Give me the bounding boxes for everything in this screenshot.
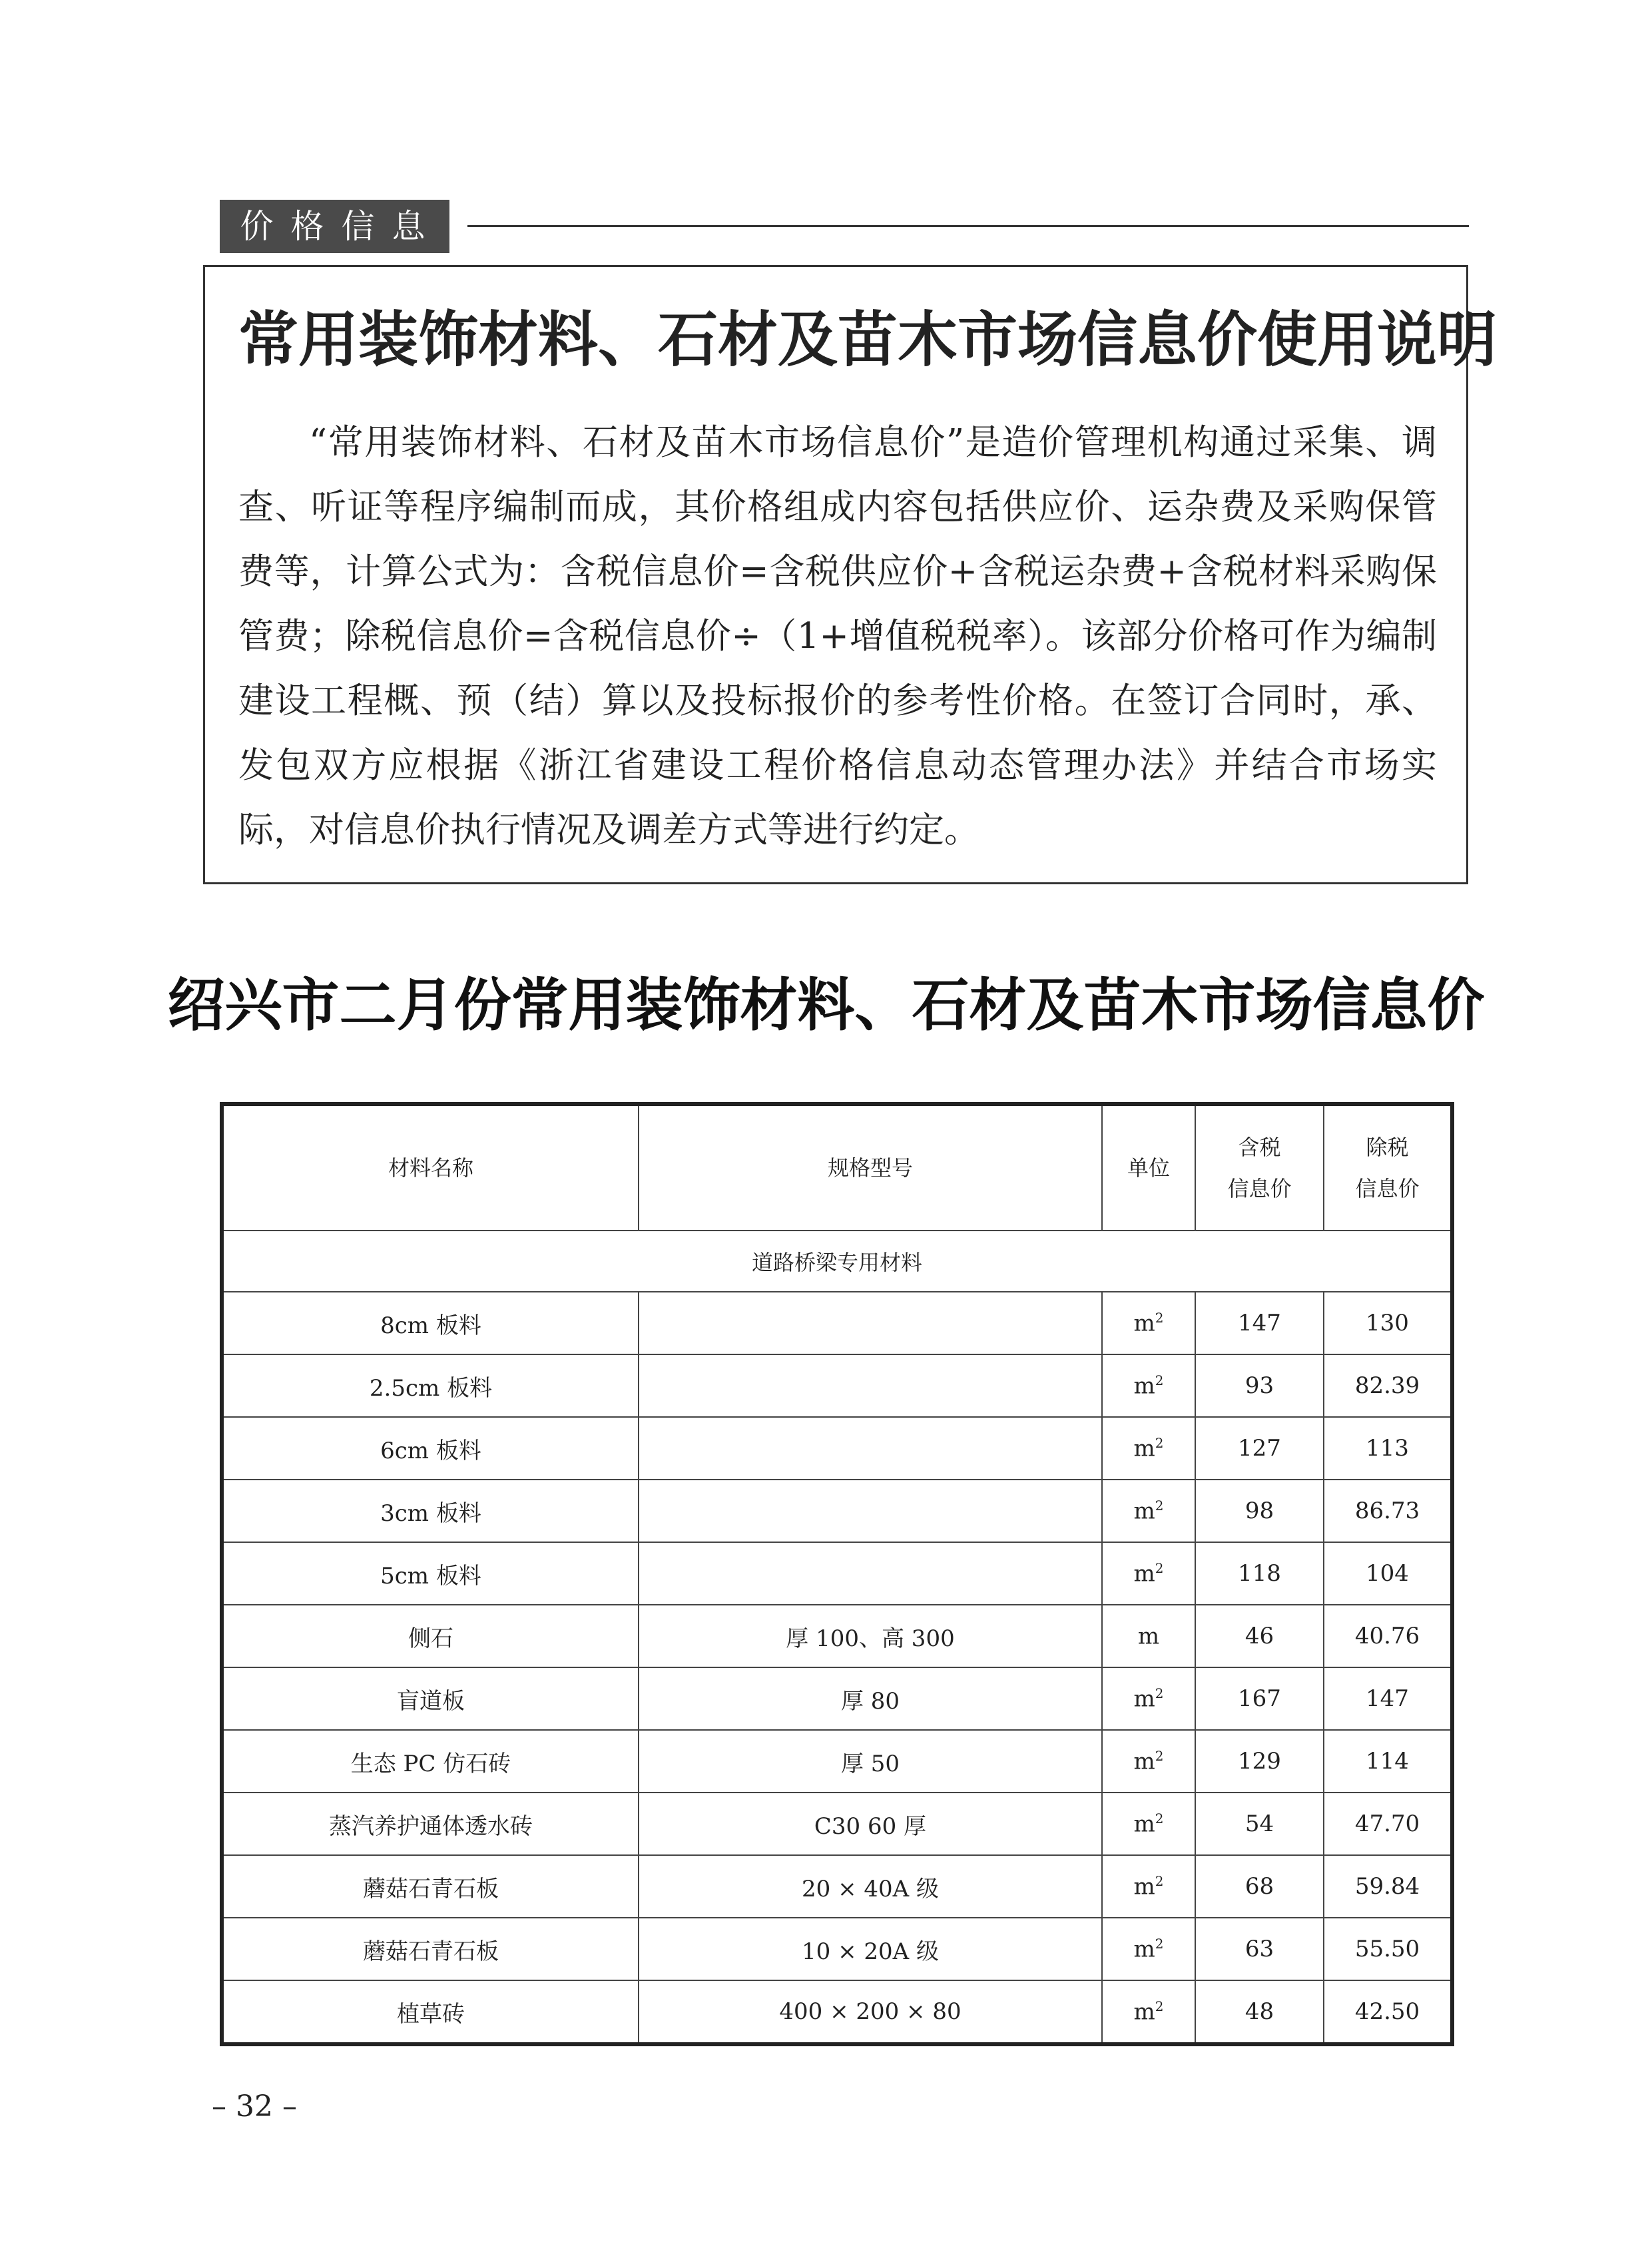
spec-cell (639, 1480, 1102, 1542)
net-price-cell: 55.50 (1324, 1918, 1452, 1980)
tax-price-cell: 118 (1195, 1542, 1324, 1605)
unit-superscript: 2 (1155, 1559, 1164, 1576)
tax-price-cell: 98 (1195, 1480, 1324, 1542)
spec-cell: 厚 100、高 300 (639, 1605, 1102, 1667)
unit-cell (1102, 1605, 1195, 1667)
unit-cell (1102, 1730, 1195, 1793)
unit-superscript: 2 (1155, 1747, 1164, 1764)
unit-base: m (1133, 1310, 1155, 1337)
table-row (222, 1667, 1452, 1730)
unit-cell (1102, 1918, 1195, 1980)
table-title: 绍兴市二月份常用装饰材料、石材及苗木市场信息价 (167, 972, 1485, 1039)
net-price-cell: 82.39 (1324, 1354, 1452, 1417)
unit-superscript: 2 (1155, 1372, 1164, 1388)
unit-cell (1102, 1667, 1195, 1730)
table-row (222, 1855, 1452, 1918)
header-net-price-line2: 信息价 (1355, 1176, 1420, 1201)
net-price-cell: 40.76 (1324, 1605, 1452, 1667)
unit-superscript: 2 (1155, 1497, 1164, 1514)
unit-base: m (1133, 1936, 1155, 1963)
table-row (222, 1417, 1452, 1480)
spec-cell (639, 1354, 1102, 1417)
spec-cell: 20 × 40A 级 (639, 1855, 1102, 1918)
section-row (222, 1231, 1452, 1292)
table-row (222, 1918, 1452, 1980)
net-price-cell: 86.73 (1324, 1480, 1452, 1542)
spec-cell (639, 1542, 1102, 1605)
tax-price-cell: 93 (1195, 1354, 1324, 1417)
tax-price-cell: 127 (1195, 1417, 1324, 1480)
unit-superscript: 2 (1155, 1998, 1164, 2014)
unit-cell (1102, 1480, 1195, 1542)
tax-price-cell: 147 (1195, 1292, 1324, 1354)
material-name-cell: 植草砖 (222, 1980, 639, 2044)
header-tax-price (1195, 1104, 1324, 1231)
net-price-cell: 47.70 (1324, 1793, 1452, 1855)
unit-superscript: 2 (1155, 1685, 1164, 1701)
table-body (222, 1231, 1452, 2044)
material-name-cell: 2.5cm 板料 (222, 1354, 639, 1417)
unit-cell (1102, 1793, 1195, 1855)
table-row (222, 1730, 1452, 1793)
material-name-cell: 侧石 (222, 1605, 639, 1667)
notice-body: “常用装饰材料、石材及苗木市场信息价”是造价管理机构通过采集、调查、听证等程序编制而成，其价格组成内容包括供应价、运杂费及采购保管费等，计算公式为：含税信息价=含税供应价+含税运杂费+含税材料采购保管费；除税信息价=含税信息价÷（1+增值税税率）。该部分价格可作为编制建设工程概、预（结）算以及投标报价的参考性价格。在签订合同时，承、发包双方应根据《浙江省建设工程价格信息动态管理办法》并结合市场实际，对信息价执行情况及调差方式等进行约定。 (238, 422, 1437, 850)
tax-price-cell: 46 (1195, 1605, 1324, 1667)
material-name-cell: 5cm 板料 (222, 1542, 639, 1605)
table-header-row (222, 1104, 1452, 1231)
spec-cell: C30 60 厚 (639, 1793, 1102, 1855)
header-spec: 规格型号 (639, 1104, 1102, 1231)
material-name-cell: 生态 PC 仿石砖 (222, 1730, 639, 1793)
tax-price-cell: 54 (1195, 1793, 1324, 1855)
table-row (222, 1980, 1452, 2044)
material-name-cell: 6cm 板料 (222, 1417, 639, 1480)
page-number: – 32 – (212, 2090, 297, 2123)
net-price-cell: 130 (1324, 1292, 1452, 1354)
tax-price-cell: 167 (1195, 1667, 1324, 1730)
unit-superscript: 2 (1155, 1872, 1164, 1889)
table-row (222, 1542, 1452, 1605)
header-unit: 单位 (1102, 1104, 1195, 1231)
header-net-price (1324, 1104, 1452, 1231)
unit-base: m (1133, 1873, 1155, 1900)
tax-price-cell: 68 (1195, 1855, 1324, 1918)
unit-base: m (1137, 1623, 1160, 1650)
section-label: 道路桥梁专用材料 (222, 1231, 1452, 1292)
net-price-cell: 59.84 (1324, 1855, 1452, 1918)
unit-base: m (1133, 1498, 1155, 1525)
spec-cell: 厚 80 (639, 1667, 1102, 1730)
material-name-cell: 蘑菇石青石板 (222, 1855, 639, 1918)
notice-title: 常用装饰材料、石材及苗木市场信息价使用说明 (238, 305, 1497, 375)
unit-base: m (1133, 1435, 1155, 1462)
table-row (222, 1480, 1452, 1542)
spec-cell (639, 1417, 1102, 1480)
net-price-cell: 113 (1324, 1417, 1452, 1480)
material-name-cell: 蘑菇石青石板 (222, 1918, 639, 1980)
unit-cell (1102, 1292, 1195, 1354)
unit-superscript: 2 (1155, 1935, 1164, 1952)
unit-base: m (1133, 1560, 1155, 1587)
tax-price-cell: 63 (1195, 1918, 1324, 1980)
header-tax-price-line1: 含税 (1238, 1135, 1281, 1160)
net-price-cell: 114 (1324, 1730, 1452, 1793)
tax-price-cell: 129 (1195, 1730, 1324, 1793)
unit-superscript: 2 (1155, 1309, 1164, 1326)
unit-superscript: 2 (1155, 1810, 1164, 1827)
header-material-name: 材料名称 (222, 1104, 639, 1231)
unit-base: m (1133, 1998, 1155, 2026)
spec-cell (639, 1292, 1102, 1354)
unit-cell (1102, 1417, 1195, 1480)
section-tag: 价格信息 (220, 200, 449, 253)
price-table (220, 1102, 1454, 2046)
spec-cell: 厚 50 (639, 1730, 1102, 1793)
unit-base: m (1133, 1811, 1155, 1838)
unit-cell (1102, 1354, 1195, 1417)
table-row (222, 1292, 1452, 1354)
spec-cell: 10 × 20A 级 (639, 1918, 1102, 1980)
unit-cell (1102, 1542, 1195, 1605)
unit-base: m (1133, 1685, 1155, 1713)
unit-superscript: 2 (1155, 1434, 1164, 1451)
unit-cell (1102, 1980, 1195, 2044)
unit-base: m (1133, 1372, 1155, 1400)
spec-cell: 400 × 200 × 80 (639, 1980, 1102, 2044)
usage-notice-box (203, 265, 1497, 884)
net-price-cell: 104 (1324, 1542, 1452, 1605)
material-name-cell: 盲道板 (222, 1667, 639, 1730)
tax-price-cell: 48 (1195, 1980, 1324, 2044)
table-row (222, 1605, 1452, 1667)
net-price-cell: 147 (1324, 1667, 1452, 1730)
header-tax-price-line2: 信息价 (1227, 1176, 1292, 1201)
material-name-cell: 蒸汽养护通体透水砖 (222, 1793, 639, 1855)
net-price-cell: 42.50 (1324, 1980, 1452, 2044)
table-row (222, 1354, 1452, 1417)
header-divider (467, 225, 1469, 227)
header-net-price-line1: 除税 (1366, 1135, 1409, 1160)
unit-cell (1102, 1855, 1195, 1918)
unit-base: m (1133, 1748, 1155, 1775)
table-row (222, 1793, 1452, 1855)
material-name-cell: 8cm 板料 (222, 1292, 639, 1354)
material-name-cell: 3cm 板料 (222, 1480, 639, 1542)
